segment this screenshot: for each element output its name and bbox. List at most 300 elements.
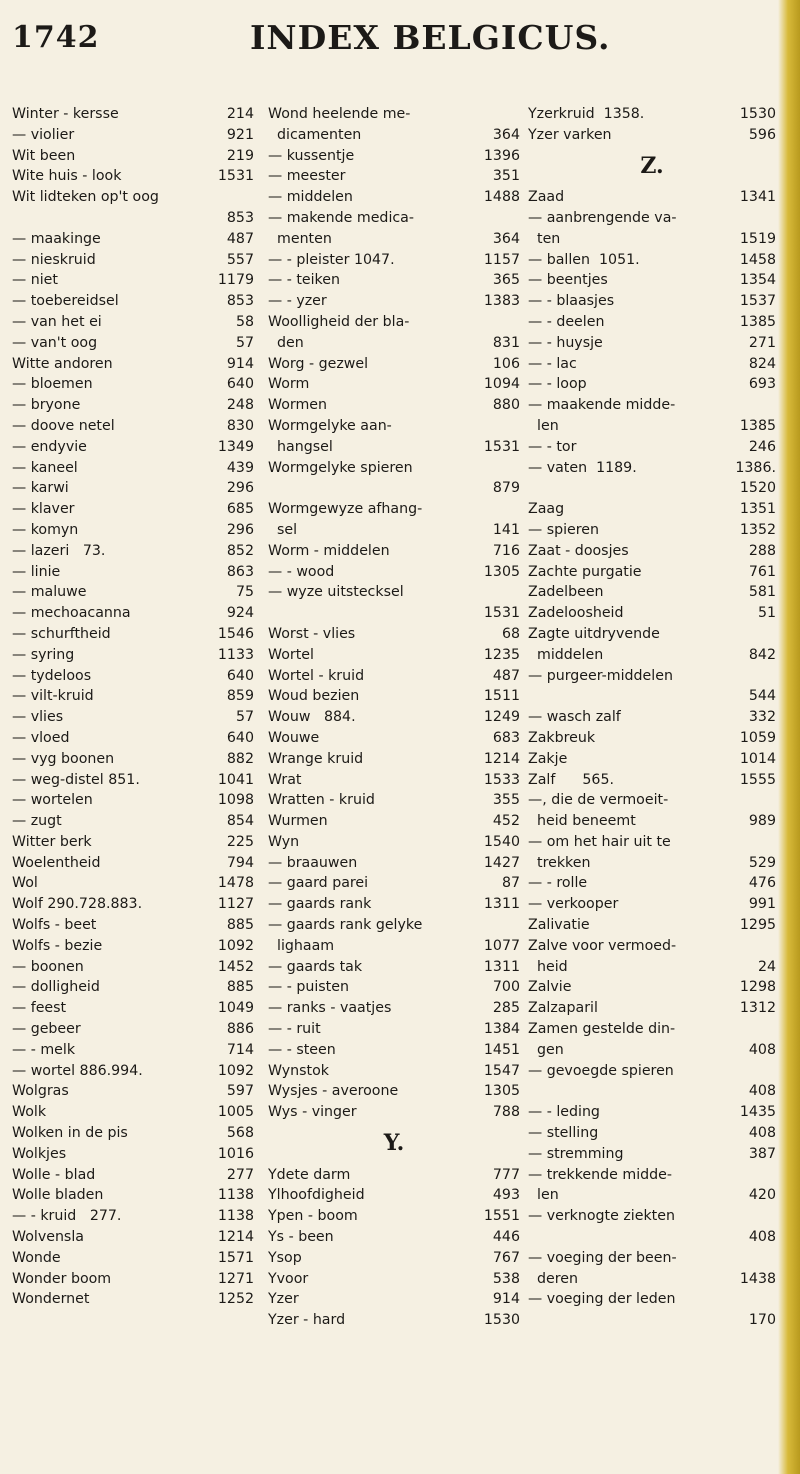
index-entry [528, 1144, 776, 1165]
entry-page-ref: 1384 [483, 1021, 520, 1038]
entry-page-ref: 296 [226, 480, 254, 497]
entry-page-ref: 1533 [483, 771, 520, 788]
index-entry [12, 915, 254, 936]
entry-term: — braauwen [268, 854, 358, 871]
entry-page-ref: 1138 [217, 1208, 254, 1225]
index-entry [268, 832, 520, 853]
entry-term: hangsel [268, 438, 333, 455]
entry-page-ref: 863 [226, 563, 254, 580]
index-entry [12, 291, 254, 312]
index-entry [12, 562, 254, 583]
index-entry [12, 146, 254, 167]
entry-page-ref [772, 1289, 776, 1310]
entry-term: — - deelen [528, 313, 605, 330]
entry-page-ref [516, 915, 520, 936]
index-entry [12, 1040, 254, 1061]
entry-page-ref: 1555 [739, 771, 776, 788]
index-entry [528, 499, 776, 520]
entry-page-ref: 170 [748, 1312, 776, 1329]
entry-page-ref: 761 [748, 563, 776, 580]
entry-term: — nieskruid [12, 251, 96, 268]
entry-term [528, 1227, 745, 1248]
index-entry [268, 707, 520, 728]
entry-page-ref: 1354 [739, 272, 776, 289]
entry-page-ref: 1531 [483, 605, 520, 622]
entry-term: Ylhoofdigheid [268, 1187, 365, 1204]
index-entry [12, 582, 254, 603]
entry-page-ref: 1252 [217, 1291, 254, 1308]
index-entry [528, 853, 776, 874]
entry-term: — - tor [528, 438, 577, 455]
entry-page-ref: 271 [748, 334, 776, 351]
entry-term: — kussentje [268, 147, 355, 164]
index-entry [12, 1227, 254, 1248]
entry-term: — - loop [528, 376, 587, 393]
entry-term: — om het hair uit te [528, 833, 671, 850]
entry-term: — maakinge [12, 230, 101, 247]
index-entry [528, 541, 776, 562]
entry-page-ref: 1092 [217, 937, 254, 954]
index-entry [528, 270, 776, 291]
entry-term: Wondernet [12, 1291, 90, 1308]
page-edge [778, 0, 800, 1474]
entry-page-ref: 1547 [483, 1062, 520, 1079]
index-entry [268, 541, 520, 562]
entry-page-ref: 1049 [217, 1000, 254, 1017]
entry-page-ref: 853 [226, 209, 254, 226]
entry-term: — - huysje [528, 334, 603, 351]
index-entry [268, 1165, 520, 1186]
entry-term [528, 686, 745, 707]
entry-page-ref: 351 [492, 168, 520, 185]
index-entry [268, 1185, 520, 1206]
index-entry [528, 250, 776, 271]
entry-page-ref: 1478 [217, 875, 254, 892]
entry-page-ref: 58 [235, 313, 254, 330]
entry-page-ref: 364 [492, 230, 520, 247]
index-entry [528, 728, 776, 749]
entry-page-ref: 853 [226, 293, 254, 310]
entry-term: — - rolle [528, 875, 588, 892]
index-entry [12, 624, 254, 645]
entry-term: — gaards rank gelyke [268, 917, 423, 934]
entry-term: — voeging der leden [528, 1291, 676, 1308]
entry-term: Zadelbeen [528, 584, 604, 601]
index-entry [268, 1206, 520, 1227]
entry-term [528, 1081, 745, 1102]
entry-term: — bryone [12, 397, 81, 414]
entry-term: Zalve voor vermoed- [528, 937, 677, 954]
index-entry [268, 936, 520, 957]
entry-page-ref: 640 [226, 729, 254, 746]
entry-page-ref [772, 1019, 776, 1040]
index-entry [12, 541, 254, 562]
index-entry [268, 291, 520, 312]
entry-term: Wormen [268, 397, 328, 414]
index-entry [528, 458, 776, 479]
index-entry [528, 1289, 776, 1310]
entry-term: — ballen 1051. [528, 251, 640, 268]
entry-term: lighaam [268, 937, 335, 954]
entry-page-ref [250, 187, 254, 208]
entry-page-ref: 1016 [217, 1145, 254, 1162]
entry-term: — klaver [12, 501, 75, 518]
index-entry [12, 1289, 254, 1310]
entry-page-ref [772, 395, 776, 416]
index-entry [268, 458, 520, 479]
entry-term: — wortelen [12, 792, 93, 809]
index-entry [12, 603, 254, 624]
entry-term: Wolfs - bezie [12, 937, 103, 954]
index-entry [268, 770, 520, 791]
index-entry [12, 395, 254, 416]
entry-page-ref: 1546 [217, 625, 254, 642]
entry-term: len [528, 1187, 559, 1204]
entry-term: Yvoor [268, 1270, 309, 1287]
index-entry [528, 873, 776, 894]
entry-term: — niet [12, 272, 58, 289]
index-entry [268, 1081, 520, 1102]
index-entry [528, 374, 776, 395]
entry-page-ref [772, 1165, 776, 1186]
entry-page-ref: 1438 [739, 1270, 776, 1287]
index-entry [528, 562, 776, 583]
entry-term: Worm - middelen [268, 542, 390, 559]
entry-term: Wol [12, 875, 38, 892]
index-entry [268, 333, 520, 354]
entry-term: Wonder boom [12, 1270, 112, 1287]
entry-term: — gaards rank [268, 896, 372, 913]
index-entry [12, 1123, 254, 1144]
index-entry [12, 1206, 254, 1227]
entry-term: Wonde [12, 1249, 61, 1266]
entry-term: — vyg boonen [12, 750, 115, 767]
entry-term: heid beneemt [528, 813, 636, 830]
entry-term: — beentjes [528, 272, 608, 289]
entry-page-ref: 24 [757, 958, 776, 975]
index-entry [528, 1165, 776, 1186]
index-entry [268, 416, 520, 437]
entry-page-ref: 824 [748, 355, 776, 372]
index-entry [268, 998, 520, 1019]
entry-page-ref: 1530 [483, 1312, 520, 1329]
entry-page-ref: 68 [501, 625, 520, 642]
index-entry [12, 166, 254, 187]
index-entry [268, 1102, 520, 1123]
index-entry [528, 1061, 776, 1082]
entry-term: — dolligheid [12, 979, 100, 996]
entry-page-ref: 852 [226, 542, 254, 559]
entry-term: Winter - kersse [12, 106, 119, 122]
entry-page-ref: 1396 [483, 147, 520, 164]
index-entry [268, 749, 520, 770]
entry-page-ref: 924 [226, 605, 254, 622]
index-column-2 [268, 104, 520, 1331]
index-entry [12, 229, 254, 250]
running-title: INDEX BELGICUS. [250, 18, 611, 57]
entry-page-ref: 1385 [739, 417, 776, 434]
entry-page-ref: 1312 [739, 1000, 776, 1017]
entry-page-ref: 640 [226, 376, 254, 393]
entry-page-ref [516, 208, 520, 229]
entry-term: — gaards tak [268, 958, 363, 975]
index-entry [12, 499, 254, 520]
entry-term: Wond heelende me- [268, 106, 411, 122]
index-entry [12, 686, 254, 707]
entry-term: Wolken in de pis [12, 1125, 128, 1142]
index-entry [268, 208, 520, 229]
index-entry [528, 187, 776, 208]
entry-page-ref [772, 936, 776, 957]
entry-page-ref [772, 666, 776, 687]
entry-page-ref [772, 832, 776, 853]
entry-term: Wit lidteken op't oog [12, 189, 159, 206]
entry-page-ref: 1341 [739, 189, 776, 206]
index-entry [268, 645, 520, 666]
index-entry [268, 977, 520, 998]
entry-term: — - puisten [268, 979, 349, 996]
entry-term: — van't oog [12, 334, 98, 351]
entry-page-ref: 57 [235, 709, 254, 726]
index-entry [528, 354, 776, 375]
entry-page-ref: 1235 [483, 646, 520, 663]
entry-page-ref: 439 [226, 459, 254, 476]
entry-page-ref: 885 [226, 979, 254, 996]
index-entry [12, 811, 254, 832]
index-entry [268, 478, 520, 499]
entry-term: Wormgewyze afhang- [268, 501, 423, 518]
index-entry [528, 1185, 776, 1206]
index-entry [268, 624, 520, 645]
index-entry [528, 666, 776, 687]
entry-term: — wasch zalf [528, 709, 621, 726]
index-entry [268, 354, 520, 375]
entry-page-ref: 1451 [483, 1041, 520, 1058]
index-entry [12, 1019, 254, 1040]
entry-term: — - blaasjes [528, 293, 615, 310]
index-entry [268, 1310, 520, 1331]
index-entry [528, 104, 776, 125]
index-entry [12, 749, 254, 770]
entry-page-ref: 420 [748, 1187, 776, 1204]
index-entry [12, 458, 254, 479]
index-entry [528, 1019, 776, 1040]
entry-term: Woud bezien [268, 688, 360, 705]
entry-page-ref: 1214 [217, 1229, 254, 1246]
entry-page-ref: 1540 [483, 833, 520, 850]
entry-page-ref [516, 312, 520, 333]
index-entry [528, 936, 776, 957]
index-entry [528, 1102, 776, 1123]
index-entry [268, 582, 520, 603]
entry-term: Wouwe [268, 729, 320, 746]
entry-page-ref: 1537 [739, 293, 776, 310]
index-column-3 [528, 104, 776, 1331]
entry-term: Wolfs - beet [12, 917, 97, 934]
entry-page-ref: 640 [226, 667, 254, 684]
entry-term: — mechoacanna [12, 605, 131, 622]
entry-term: Wortel - kruid [268, 667, 365, 684]
entry-page-ref: 87 [501, 875, 520, 892]
index-entry [12, 790, 254, 811]
entry-page-ref: 529 [748, 854, 776, 871]
index-entry [268, 166, 520, 187]
entry-page-ref: 277 [226, 1166, 254, 1183]
entry-page-ref: 854 [226, 813, 254, 830]
entry-page-ref: 1383 [483, 293, 520, 310]
entry-term: Wit been [12, 147, 76, 164]
entry-page-ref: 1127 [217, 896, 254, 913]
entry-term: Witte andoren [12, 355, 113, 372]
index-entry [268, 499, 520, 520]
index-entry [12, 270, 254, 291]
index-entry [268, 666, 520, 687]
entry-page-ref: 1311 [483, 958, 520, 975]
entry-term: — vlies [12, 709, 64, 726]
entry-term: Wolk [12, 1104, 47, 1121]
entry-term: — maluwe [12, 584, 87, 601]
index-entry [528, 1123, 776, 1144]
entry-page-ref: 1352 [739, 521, 776, 538]
entry-page-ref: 214 [226, 106, 254, 122]
entry-term: Worm [268, 376, 310, 393]
entry-term: — doove netel [12, 417, 115, 434]
index-entry [528, 1269, 776, 1290]
entry-page-ref: 1041 [217, 771, 254, 788]
entry-term: deren [528, 1270, 578, 1287]
entry-page-ref: 1014 [739, 750, 776, 767]
entry-term: heid [528, 958, 568, 975]
entry-page-ref: 487 [492, 667, 520, 684]
entry-term: Witter berk [12, 833, 92, 850]
index-entry [268, 1061, 520, 1082]
entry-page-ref: 355 [492, 792, 520, 809]
entry-term: sel [268, 521, 298, 538]
entry-term: — gebeer [12, 1021, 81, 1038]
index-entry [528, 125, 776, 146]
entry-term: Ysop [268, 1249, 302, 1266]
index-entry [268, 811, 520, 832]
index-entry [528, 707, 776, 728]
entry-term: — - steen [268, 1041, 336, 1058]
entry-page-ref: 1452 [217, 958, 254, 975]
entry-term: Zakje [528, 750, 568, 767]
index-entry [12, 520, 254, 541]
entry-term: — verknogte ziekten [528, 1208, 675, 1225]
entry-page-ref [772, 1206, 776, 1227]
entry-term: middelen [528, 646, 604, 663]
entry-page-ref: 557 [226, 251, 254, 268]
entry-page-ref: 581 [748, 584, 776, 601]
entry-term: Wyn [268, 833, 300, 850]
entry-page-ref [516, 458, 520, 479]
index-entry [268, 562, 520, 583]
entry-term: — - ruit [268, 1021, 321, 1038]
entry-term: Worg - gezwel [268, 355, 369, 372]
entry-page-ref: 246 [748, 438, 776, 455]
entry-page-ref: 1311 [483, 896, 520, 913]
index-entry [528, 811, 776, 832]
entry-page-ref: 1295 [739, 917, 776, 934]
entry-term: — toebereidsel [12, 293, 119, 310]
entry-term: Zachte purgatie [528, 563, 642, 580]
entry-term: Wolvensla [12, 1229, 84, 1246]
index-entry [12, 645, 254, 666]
entry-page-ref: 487 [226, 230, 254, 247]
entry-term: menten [268, 230, 332, 247]
entry-page-ref [772, 624, 776, 645]
entry-term: Zalf 565. [528, 771, 614, 788]
entry-page-ref: 1092 [217, 1062, 254, 1079]
index-entry [268, 1227, 520, 1248]
entry-page-ref: 1214 [483, 750, 520, 767]
entry-page-ref: 1530 [739, 106, 776, 122]
index-entry [528, 582, 776, 603]
index-entry [12, 957, 254, 978]
entry-term: Wite huis - look [12, 168, 122, 185]
entry-page-ref: 1385 [739, 313, 776, 330]
index-entry [12, 1269, 254, 1290]
entry-term: den [268, 334, 304, 351]
index-entry [268, 520, 520, 541]
index-entry [268, 270, 520, 291]
index-entry [528, 291, 776, 312]
index-entry [528, 832, 776, 853]
index-entry [12, 998, 254, 1019]
index-entry [528, 603, 776, 624]
entry-term: Wys - vinger [268, 1104, 357, 1121]
index-entry [268, 146, 520, 167]
index-entry [12, 936, 254, 957]
entry-page-ref: 568 [226, 1125, 254, 1142]
letter-heading: Z. [640, 152, 664, 179]
entry-term: ten [528, 230, 561, 247]
entry-term: Wolgras [12, 1083, 69, 1100]
entry-term: — weg-distel 851. [12, 771, 140, 788]
entry-term: — maakende midde- [528, 397, 676, 414]
entry-term: — - pleister 1047. [268, 251, 395, 268]
letter-heading: Y. [383, 1130, 405, 1157]
entry-term: — lazeri 73. [12, 542, 106, 559]
entry-term: Zaad [528, 189, 565, 206]
entry-page-ref: 544 [748, 688, 776, 705]
index-entry [528, 1248, 776, 1269]
entry-page-ref: 493 [492, 1187, 520, 1204]
index-entry [528, 1206, 776, 1227]
entry-term: Wouw 884. [268, 709, 356, 726]
index-entry [12, 707, 254, 728]
entry-term: — makende medica- [268, 209, 414, 226]
entry-page-ref: 1098 [217, 792, 254, 809]
entry-page-ref: 880 [492, 397, 520, 414]
index-entry [268, 790, 520, 811]
entry-term: Wratten - kruid [268, 792, 375, 809]
entry-page-ref: 446 [492, 1229, 520, 1246]
entry-term: — endyvie [12, 438, 87, 455]
entry-page-ref: 596 [748, 126, 776, 143]
index-entry [268, 1019, 520, 1040]
entry-page-ref: 1005 [217, 1104, 254, 1121]
entry-page-ref: 1077 [483, 937, 520, 954]
entry-term: — stremming [528, 1145, 624, 1162]
entry-term: — purgeer-middelen [528, 667, 673, 684]
entry-page-ref: 408 [748, 1229, 776, 1246]
index-entry [12, 1102, 254, 1123]
index-entry [12, 1165, 254, 1186]
entry-term: Wormgelyke aan- [268, 417, 392, 434]
entry-term: Zaat - doosjes [528, 542, 629, 559]
entry-term: — feest [12, 1000, 67, 1017]
